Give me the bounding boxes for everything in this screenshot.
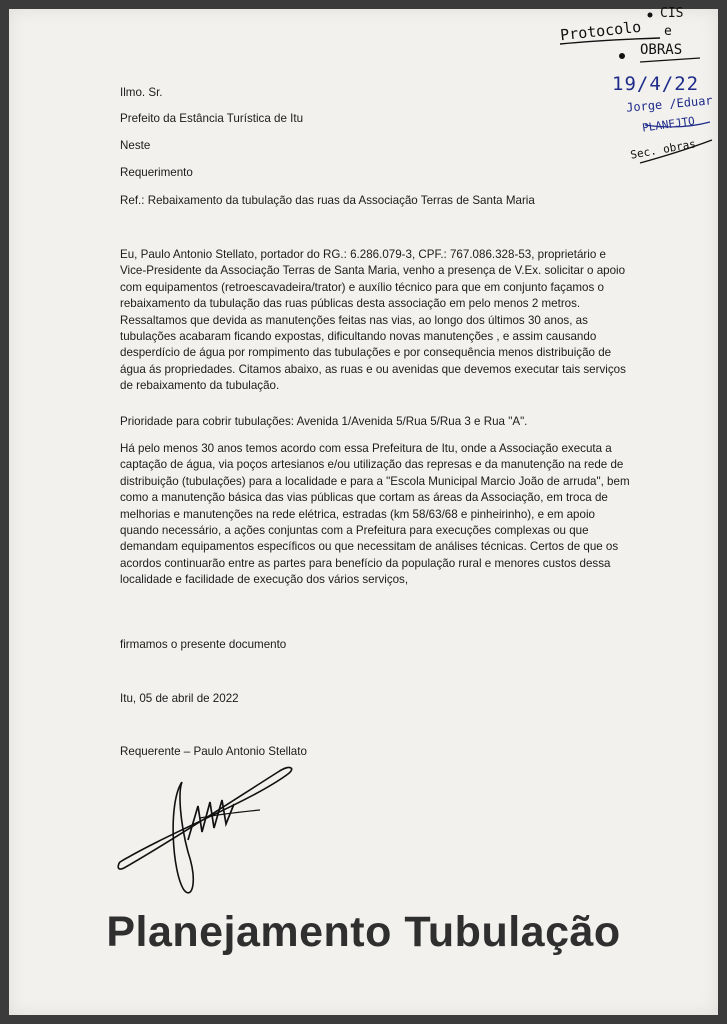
paragraph-request: Eu, Paulo Antonio Stellato, portador do RG.: 6.286.079-3, CPF.: 767.086.328-53, proprietário e Vice-Presidente da Associação Terras de Santa Maria, venho a presença de V.Ex. solicitar o apoio com equipamentos (retroescavadeira/trator) e auxílio técnico para que em conjunto façamos o rebaixamento da tubulação das ruas públicas desta associação em pelo menos 2 metros. Ressaltamos que devida as manutenções feitas nas vias, ao longo dos últimos 30 anos, as tubulações acabaram ficando expostas, dificultando novas manutenções , e assim causando desperdício de água por rompimento das tubulações e por consequência menos distribuição de água ás propriedades. Citamos abaixo, as ruas e ou avenidas que devemos executar tais serviços de rebaixamento da tubulação. bbox=[120, 248, 626, 393]
handwritten-planejto: PLANEJTO bbox=[641, 114, 696, 135]
neste-line: Neste bbox=[120, 139, 151, 152]
handwritten-obras: OBRAS bbox=[640, 42, 683, 58]
priority-line: Prioridade para cobrir tubulações: Avenida 1/Avenida 5/Rua 5/Rua 3 e Rua "A". bbox=[120, 415, 528, 428]
place-date: Itu, 05 de abril de 2022 bbox=[120, 692, 239, 705]
recipient: Prefeito da Estância Turística de Itu bbox=[120, 112, 304, 125]
closing-line: firmamos o presente documento bbox=[120, 638, 287, 651]
footer-title: Planejamento Tubulação bbox=[106, 908, 621, 956]
handwritten-cis: CIS bbox=[660, 6, 684, 21]
handwritten-date: 19/4/22 bbox=[612, 73, 700, 95]
handwriting-marks bbox=[0, 0, 727, 180]
handwritten-sec-obras: Sec. obras bbox=[629, 137, 697, 162]
handwritten-names: Jorge /Eduar bbox=[625, 93, 714, 115]
reference-line: Ref.: Rebaixamento da tubulação das ruas da Associação Terras de Santa Maria bbox=[120, 194, 535, 207]
paragraph-agreement: Há pelo menos 30 anos temos acordo com essa Prefeitura de Itu, onde a Associação executa a captação de água, via poços artesianos e/ou utilização das represas e da manutenção na rede de distribuição (tubulações) para a localidade e para a "Escola Municipal Marcio João de arruda", bem como a manutenção básica das vias públicas que cortam as áreas da Associação, em troca de melhorias e manutenções na rede elétrica, estradas (km 58/63/68 e pinheirinho), e em apoio quando necessário, a ações conjuntas com a Prefeitura para execuções complexas ou que demandam equipamentos específicos ou que necessitam de análises técnicas. Certos de que os acordos continuarão entre as partes para benefício da população rural e menores custos dessa localidade e facilidade de execução dos vários serviços, bbox=[120, 442, 630, 587]
document-type: Requerimento bbox=[120, 166, 193, 179]
signer-line: Requerente – Paulo Antonio Stellato bbox=[120, 745, 307, 758]
signature bbox=[110, 762, 350, 902]
handwritten-e: e bbox=[664, 24, 672, 39]
salutation: Ilmo. Sr. bbox=[120, 86, 163, 99]
handwritten-protocolo: Protocolo bbox=[559, 17, 642, 45]
